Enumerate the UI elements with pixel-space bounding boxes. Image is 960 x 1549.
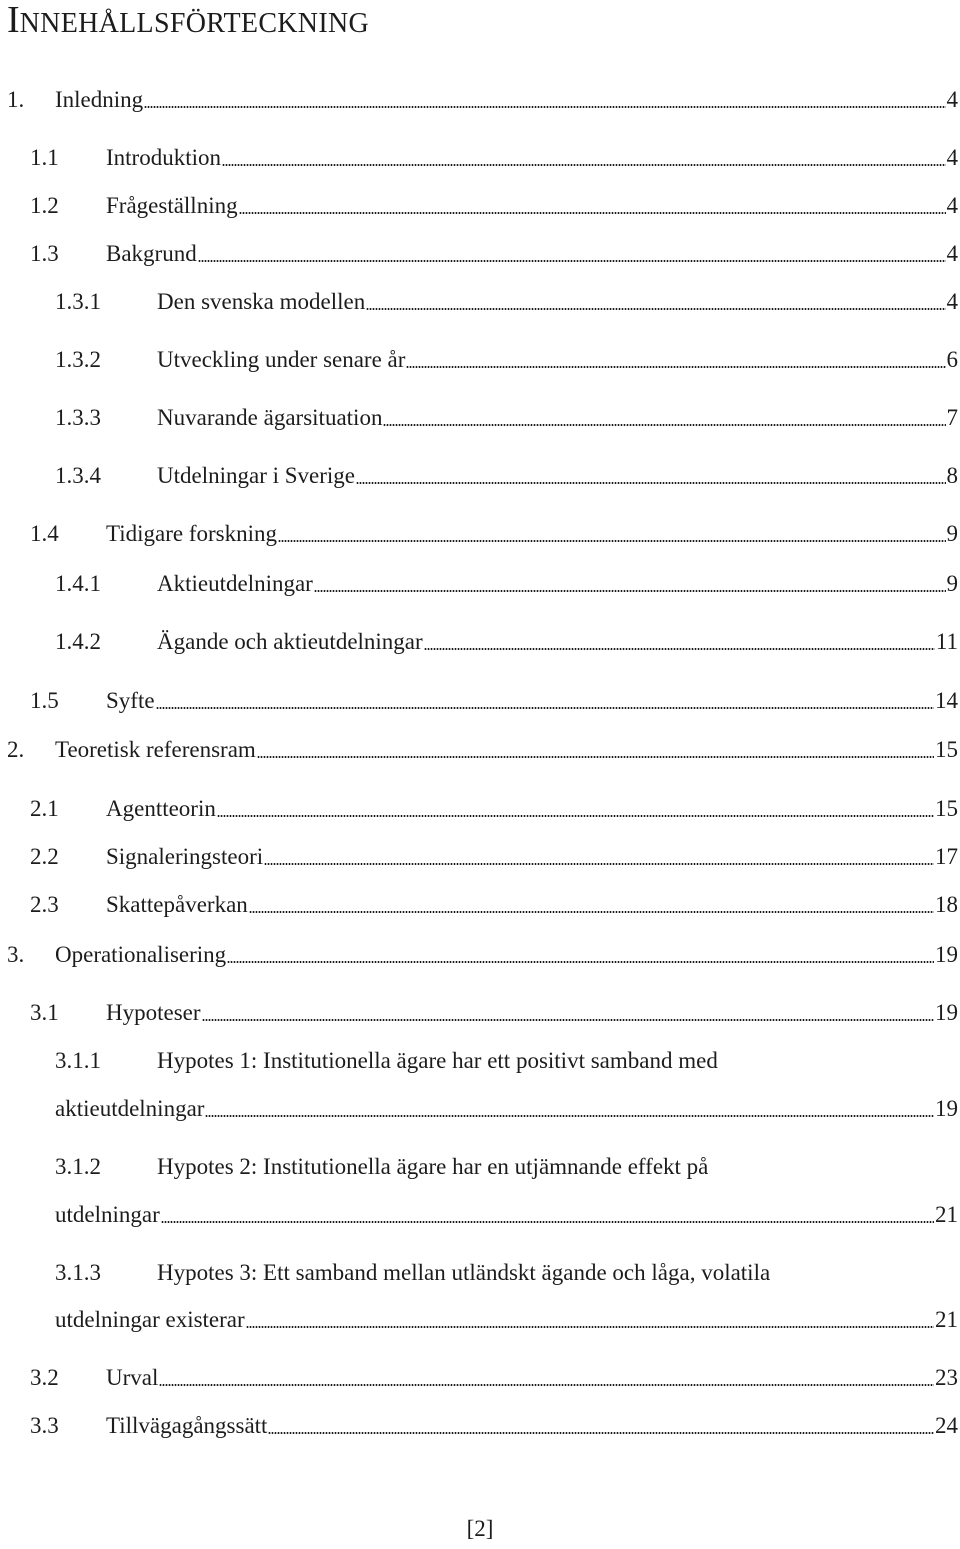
toc-entry-page: 19	[935, 1096, 958, 1121]
dot-leader	[246, 1326, 934, 1328]
dot-leader	[249, 911, 934, 913]
toc-entry-number: 1.1	[30, 145, 59, 170]
toc-entry[interactable]	[0, 940, 960, 970]
toc-entry-page: 8	[946, 463, 958, 488]
toc-entry-page: 4	[946, 193, 958, 218]
dot-leader	[144, 106, 945, 108]
toc-entry-number: 2.2	[30, 844, 59, 869]
toc-entry-page: 19	[935, 1000, 958, 1025]
toc-entry-line	[106, 519, 958, 549]
toc-entry-number: 3.1.3	[55, 1260, 101, 1285]
toc-entry-line	[55, 940, 958, 970]
toc-entry-line	[55, 1305, 958, 1335]
toc-entry-page: 6	[946, 347, 958, 372]
toc-entry-title: Signaleringsteori	[106, 844, 264, 869]
toc-entry[interactable]	[0, 569, 960, 599]
dot-leader	[205, 1115, 934, 1117]
toc-entry-title: Frågeställning	[106, 193, 238, 218]
dot-leader	[278, 540, 945, 542]
toc-entry-title: Tidigare forskning	[106, 521, 278, 546]
toc-entry-number: 3.1.2	[55, 1154, 101, 1179]
toc-entry[interactable]	[0, 735, 960, 765]
toc-entry-page: 21	[935, 1307, 958, 1332]
toc-entry-line	[157, 345, 958, 375]
toc-entry-page: 14	[935, 688, 958, 713]
dot-leader	[159, 1384, 934, 1386]
toc-heading	[7, 0, 369, 44]
toc-entry-number: 1.3.1	[55, 289, 101, 314]
toc-entry-page: 19	[935, 942, 958, 967]
toc-entry-title: Hypotes 3: Ett samband mellan utländskt ägande och låga, volatila	[157, 1260, 771, 1285]
toc-entry-number: 2.3	[30, 892, 59, 917]
toc-entry[interactable]	[0, 519, 960, 549]
toc-entry-page: 9	[946, 521, 958, 546]
toc-entry-line	[106, 842, 958, 872]
toc-entry[interactable]	[0, 794, 960, 824]
toc-entry-title: Syfte	[106, 688, 155, 713]
toc-entry-page: 23	[935, 1365, 958, 1390]
dot-leader	[406, 366, 945, 368]
toc-entry-title: Utveckling under senare år	[157, 347, 406, 372]
toc-entry-title-cont: utdelningar	[55, 1202, 160, 1227]
toc-entry-line	[106, 998, 958, 1028]
toc-entry-number: 1.2	[30, 193, 59, 218]
dot-leader	[217, 815, 934, 817]
toc-entry-title: Skattepåverkan	[106, 892, 248, 917]
toc-entry-page: 4	[946, 289, 958, 314]
dot-leader	[198, 260, 946, 262]
toc-entry-title: Introduktion	[106, 145, 221, 170]
toc-entry[interactable]	[0, 287, 960, 317]
toc-entry-title: Nuvarande ägarsituation	[157, 405, 383, 430]
dot-leader	[156, 707, 934, 709]
toc-entry-title: Hypotes 2: Institutionella ägare har en utjämnande effekt på	[157, 1154, 709, 1179]
toc-entry-line	[106, 239, 958, 269]
toc-entry-line	[55, 735, 958, 765]
toc-entry-number: 1.3.4	[55, 463, 101, 488]
dot-leader	[264, 863, 934, 865]
toc-entry[interactable]	[0, 403, 960, 433]
dot-leader	[239, 212, 946, 214]
toc-heading-rest: NNEHÅLLSFÖRTECKNING	[19, 8, 369, 39]
toc-entry-number: 1.3.2	[55, 347, 101, 372]
toc-entry[interactable]	[0, 842, 960, 872]
dot-leader	[356, 482, 945, 484]
toc-entry-number: 1.	[7, 87, 25, 112]
toc-entry-line	[55, 85, 958, 115]
toc-entry-title: Tillvägagångssätt	[106, 1413, 268, 1438]
dot-leader	[202, 1019, 934, 1021]
toc-entry-title: Teoretisk referensram	[55, 737, 256, 762]
toc-entry-title: Hypotes 1: Institutionella ägare har ett positivt samband med	[157, 1048, 718, 1073]
dot-leader	[366, 308, 945, 310]
toc-entry-title: Ägande och aktieutdelningar	[157, 629, 423, 654]
toc-entry-line	[106, 1363, 958, 1393]
toc-entry[interactable]	[0, 143, 960, 173]
toc-entry-line	[157, 461, 958, 491]
dot-leader	[314, 590, 946, 592]
toc-entry-page: 4	[946, 145, 958, 170]
toc-entry-line	[157, 569, 958, 599]
toc-entry[interactable]	[0, 627, 960, 657]
toc-entry[interactable]	[0, 1258, 960, 1288]
toc-entry-line	[106, 890, 958, 920]
toc-entry-number: 3.	[7, 942, 25, 967]
toc-entry-number: 3.1.1	[55, 1048, 101, 1073]
dot-leader	[383, 424, 945, 426]
toc-entry[interactable]	[0, 1363, 960, 1393]
toc-entry-title: Utdelningar i Sverige	[157, 463, 356, 488]
toc-entry-page: 18	[935, 892, 958, 917]
dot-leader	[222, 164, 946, 166]
toc-entry-number: 1.3	[30, 241, 59, 266]
toc-entry[interactable]	[0, 461, 960, 491]
toc-entry-line	[106, 794, 958, 824]
toc-entry-title: Den svenska modellen	[157, 289, 366, 314]
toc-entry-line	[106, 143, 958, 173]
toc-entry[interactable]	[0, 345, 960, 375]
toc-entry-line	[106, 686, 958, 716]
dot-leader	[268, 1432, 934, 1434]
toc-entry[interactable]	[0, 85, 960, 115]
toc-entry-number: 3.2	[30, 1365, 59, 1390]
toc-entry-line	[106, 191, 958, 221]
toc-entry-number: 2.	[7, 737, 25, 762]
toc-entry-line	[55, 1200, 958, 1230]
toc-entry-page: 4	[946, 241, 958, 266]
toc-entry[interactable]	[0, 1046, 960, 1076]
toc-entry-title-cont: utdelningar existerar	[55, 1307, 245, 1332]
toc-entry-page: 17	[935, 844, 958, 869]
toc-entry-line	[157, 403, 958, 433]
toc-entry-title-cont: aktieutdelningar	[55, 1096, 205, 1121]
toc-entry-page: 24	[935, 1413, 958, 1438]
toc-entry[interactable]	[0, 239, 960, 269]
toc-entry-number: 1.3.3	[55, 405, 101, 430]
toc-entry[interactable]	[0, 1411, 960, 1441]
toc-entry-title: Bakgrund	[106, 241, 197, 266]
toc-entry-number: 1.5	[30, 688, 59, 713]
toc-entry-line	[157, 287, 958, 317]
toc-entry-continuation[interactable]	[0, 1305, 960, 1335]
dot-leader	[227, 961, 934, 963]
toc-entry-page: 15	[935, 796, 958, 821]
toc-entry-page: 21	[935, 1202, 958, 1227]
toc-entry[interactable]	[0, 890, 960, 920]
toc-entry-line	[106, 1411, 958, 1441]
toc-entry-page: 11	[935, 629, 958, 654]
toc-entry[interactable]	[0, 191, 960, 221]
toc-entry-line	[157, 627, 958, 657]
toc-entry-title: Agentteorin	[106, 796, 216, 821]
toc-entry-continuation[interactable]	[0, 1094, 960, 1124]
dot-leader	[161, 1221, 934, 1223]
toc-entry-number: 2.1	[30, 796, 59, 821]
toc-entry-number: 1.4	[30, 521, 59, 546]
toc-entry[interactable]	[0, 1152, 960, 1182]
toc-entry-page: 7	[946, 405, 958, 430]
dot-leader	[257, 756, 934, 758]
toc-entry-title: Urval	[106, 1365, 159, 1390]
toc-entry[interactable]	[0, 998, 960, 1028]
toc-entry-page: 9	[946, 571, 958, 596]
toc-entry-continuation[interactable]	[0, 1200, 960, 1230]
dot-leader	[424, 648, 935, 650]
toc-entry-title: Hypoteser	[106, 1000, 201, 1025]
toc-entry-number: 3.3	[30, 1413, 59, 1438]
toc-entry-page: 15	[935, 737, 958, 762]
page-number: [2]	[466, 1516, 494, 1541]
toc-entry-number: 3.1	[30, 1000, 59, 1025]
toc-entry-line	[55, 1094, 958, 1124]
toc-entry-number: 1.4.1	[55, 571, 101, 596]
toc-entry-page: 4	[946, 87, 958, 112]
toc-entry-title: Operationalisering	[55, 942, 227, 967]
toc-entry[interactable]	[0, 686, 960, 716]
toc-heading-initial: I	[7, 0, 20, 41]
toc-entry-title: Aktieutdelningar	[157, 571, 313, 596]
toc-entry-title: Inledning	[55, 87, 144, 112]
toc-entry-number: 1.4.2	[55, 629, 101, 654]
